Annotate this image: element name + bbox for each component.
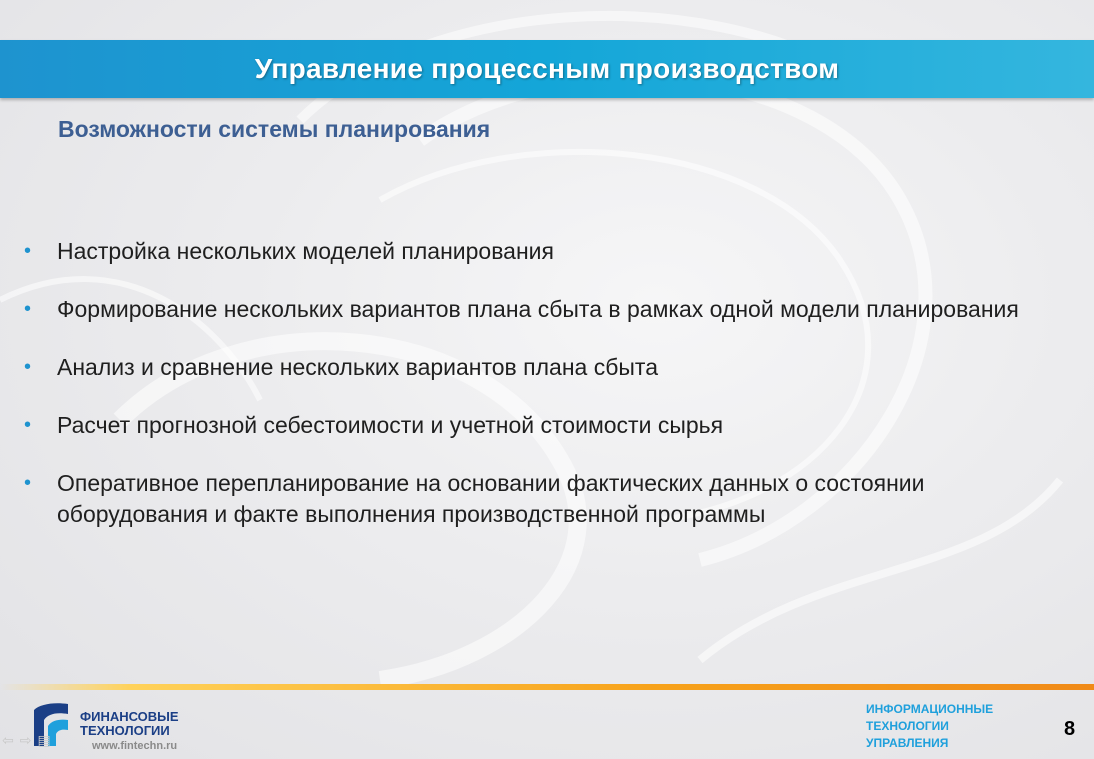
next-arrow-icon[interactable]: ⇨	[19, 732, 38, 748]
bullet-icon: •	[24, 298, 32, 320]
brand-name	[80, 710, 179, 738]
bullet-item	[24, 468, 1054, 530]
footer-accent-line	[0, 684, 1094, 690]
bullet-text: Расчет прогнозной себестоимости и учетной стоимости сырья	[57, 412, 724, 438]
tagline-line-1: ИНФОРМАЦИОННЫЕ	[866, 702, 994, 716]
menu-icon[interactable]: ▤	[37, 732, 57, 748]
bullet-text: Оперативное перепланирование на основании фактических данных о состоянии оборудования и факте выполнения производственной программы	[57, 470, 925, 527]
brand-line-2: ТЕХНОЛОГИИ	[80, 723, 170, 738]
slide-subtitle: Возможности системы планирования	[58, 116, 491, 142]
bullet-icon: •	[24, 240, 32, 262]
tagline-line-3: УПРАВЛЕНИЯ	[866, 736, 949, 750]
bullet-text: Анализ и сравнение нескольких вариантов плана сбыта	[57, 354, 658, 380]
page-number: 8	[1064, 718, 1076, 740]
bullet-text: Формирование нескольких вариантов плана сбыта в рамках одной модели планирования	[57, 296, 1019, 322]
slide-nav	[2, 732, 57, 749]
bullet-icon: •	[24, 472, 32, 494]
bullet-icon: •	[24, 414, 32, 436]
bullet-list	[24, 236, 1054, 557]
tagline-line-2: ТЕХНОЛОГИИ	[866, 719, 949, 733]
title-bar	[0, 40, 1094, 98]
slide-title: Управление процессным производством	[254, 53, 840, 84]
brand-url: www.fintechn.ru	[92, 740, 178, 752]
brand-line-1: ФИНАНСОВЫЕ	[80, 709, 179, 724]
bullet-item	[24, 294, 1054, 325]
bullet-icon: •	[24, 356, 32, 378]
bullet-item	[24, 352, 1054, 383]
bullet-item	[24, 236, 1054, 267]
bullet-text: Настройка нескольких моделей планирования	[57, 238, 554, 264]
bullet-item	[24, 410, 1054, 441]
prev-arrow-icon[interactable]: ⇦	[2, 732, 20, 748]
footer-tagline	[866, 701, 993, 752]
